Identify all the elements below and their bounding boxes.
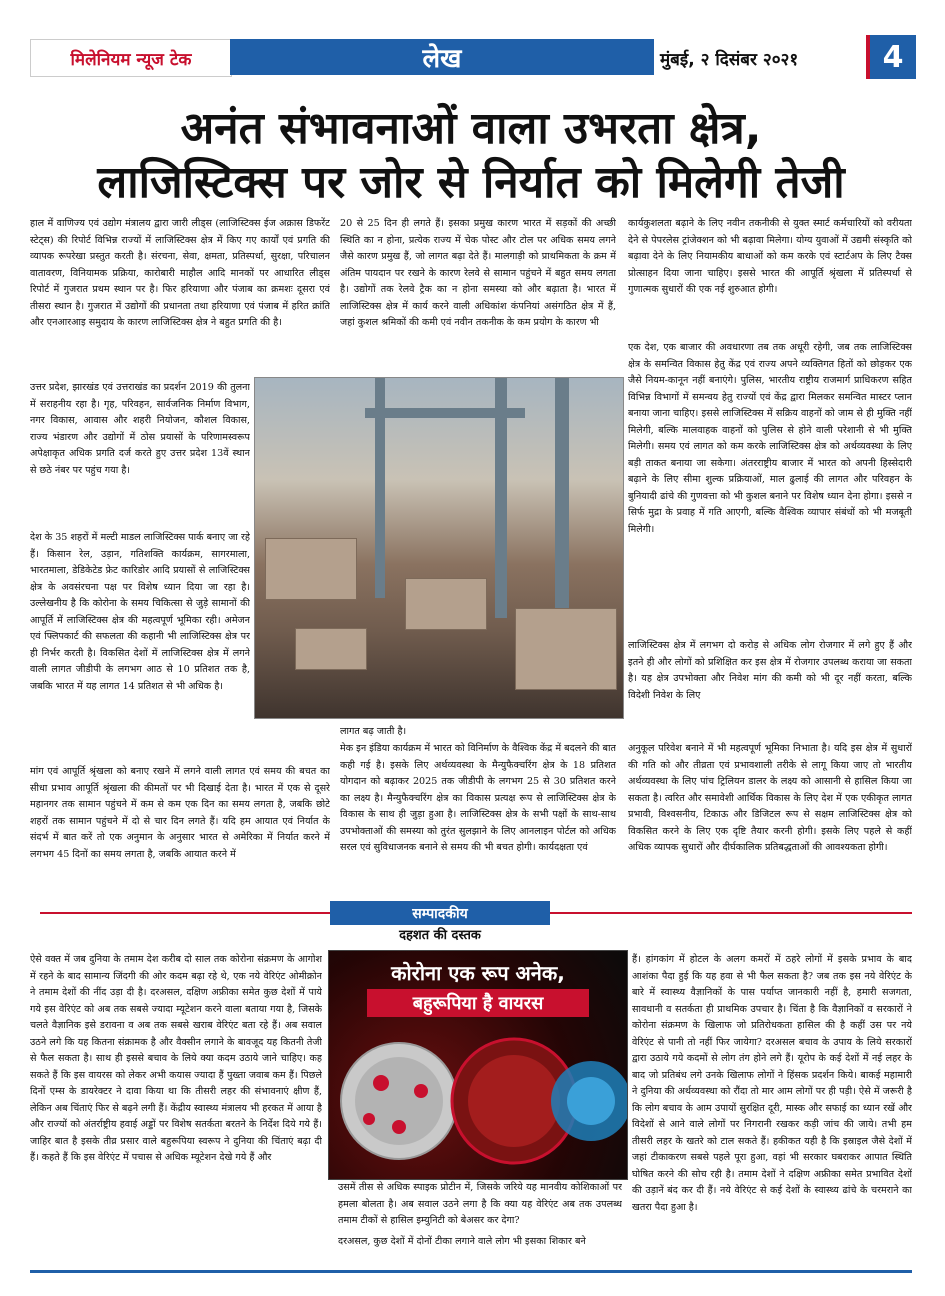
article-col1-top — [30, 216, 330, 376]
crane-leg — [555, 378, 569, 638]
divider-rule — [40, 912, 330, 914]
container-port-photo — [254, 377, 624, 719]
article-col1-bottom — [30, 764, 330, 874]
page-number: 4 — [866, 35, 916, 79]
article-paragraph: हाल में वाणिज्य एवं उद्योग मंत्रालय द्वारा जारी लीड्स (लाजिस्टिक्स ईज अक्रास डिफरेंट स्टेट्स) की रिपोर्ट विभिन्न राज्यों में लाजिस्टिक्स क्षेत्र में किए गए कार्यों एवं प्रगति की व्यापक रूपरेखा प्रस्तुत करती है। संरचना, सेवा, क्षमता, प्रतिस्पर्धा, सुरक्षा, परिचालन वातावरण, विनियामक प्रक्रिया, कारोबारी माहौल आदि मानकों पर आधारित लीड्स रिपोर्ट में गुजरात प्रथम स्थान पर है। फिर हरियाणा और पंजाब का क्रमशः दूसरा एवं तीसरा स्थान है। गुजरात में उद्योगों की प्रधानता तथा हरियाणा एवं पंजाब में हरित क्रांति और एनआरआइ समुदाय के कारण लाजिस्टिक्स क्षेत्र ने बहुत प्रगति की है। — [30, 218, 330, 328]
article-paragraph: एक देश, एक बाजार की अवधारणा तब तक अधूरी रहेगी, जब तक लाजिस्टिक्स क्षेत्र के समन्वित विकास हेतु केंद्र एवं राज्य अपने व्यक्तिगत हितों को छोड़कर एक जैसे नियम-कानून नहीं बनाएंगे। पुलिस, भारतीय राष्ट्रीय राजमार्ग प्राधिकरण सहित विभिन्न विभागों में समन्वय हेतु राज्यों एवं केंद्र द्वारा मिलकर समन्वित मास्टर प्लान बनाया जाना चाहिए। इससे लाजिस्टिक्स में सक्रिय वाहनों को जाम से ही मुक्ति नहीं मिलेगी, बल्कि मालवाहक वाहनों को पुलिस से होने वाली परेशानी से भी मुक्ति मिलेगी। समय एवं लागत को कम करके लाजिस्टिक्स क्षेत्र को अर्थव्यवस्था के लिए बड़ी ताकत बनाया जा सकेगा। अंतरराष्ट्रीय बाजार में भारत को अपनी हिस्सेदारी बढ़ाने के लिए सीमा शुल्क प्रक्रियाओं, माल ढुलाई की लागत और परिवहन के बुनियादी ढांचे की गुणवत्ता को भी कुशल बनाने पर विशेष ध्यान देना होगा। इससे न सिर्फ मुद्रा के प्रवाह में गति आएगी, बल्कि वैश्विक व्यापार संबंधों को भी मजबूती मिलेगी। — [628, 342, 912, 535]
headline-line-2: लाजिस्टिक्स पर जोर से निर्यात को मिलेगी तेजी — [97, 157, 845, 208]
article-col1-mid — [30, 380, 250, 530]
issue-date: मुंबई, २ दिसंबर २०२१ — [660, 49, 799, 70]
image-title-line-2: बहुरूपिया है वायरस — [367, 989, 589, 1017]
editorial-col-mid2 — [338, 1234, 622, 1254]
paper-name: मिलेनियम न्यूज टेक — [30, 39, 232, 77]
headline-line-1: अनंत संभावनाओं वाला उभरता क्षेत्र, — [180, 103, 762, 154]
masthead — [30, 35, 912, 79]
virus-graphic — [329, 951, 627, 1179]
article-paragraph: अनुकूल परिवेश बनाने में भी महत्वपूर्ण भूमिका निभाता है। यदि इस क्षेत्र में सुधारों की गति को और तीव्रता एवं प्रभावशाली तरीके से लागू किया जाए तो भारतीय अर्थव्यवस्था के लिए पांच ट्रिलियन डालर के लक्ष्य को आसानी से हासिल किया जा सकता है। त्वरित और समावेशी आर्थिक विकास के लिए देश में एक एकीकृत लागत प्रभावी, विश्वसनीय, टिकाऊ और डिजिटल रूप से सक्षम लाजिस्टिक्स क्षेत्र को विकसित करने के लिए एक दृष्टि तैयार करनी होगी। इसके लिए पहले से कहीं अधिक व्यापक सुधारों और दीर्घकालिक प्रतिबद्धताओं की आवश्यकता होगी। — [628, 743, 912, 853]
article-col3-top — [628, 216, 912, 346]
editorial-col-right — [632, 952, 912, 1252]
container-stack — [265, 538, 357, 600]
editorial-title: दहशत की दस्तक — [399, 928, 481, 943]
coronavirus-illustration — [328, 950, 628, 1180]
image-title-line-1: कोरोना एक रूप अनेक, — [391, 961, 565, 985]
divider-rule — [550, 912, 912, 914]
article-paragraph: मांग एवं आपूर्ति श्रृंखला को बनाए रखने में लगने वाली लागत एवं समय की बचत का सीधा प्रभाव आपूर्ति श्रृंखला की कीमतों पर भी दिखाई देता है। भारत में एक से दूसरे महानगर तक सामान पहुंचने में कम से कम एक दिन का समय लगता है, जबकि छोटे शहरों तक सामान पहुंचने में दो से चार दिन लगते हैं। यदि हम आयात एवं निर्यात के संदर्भ में बात करें तो एक अनुमान के अनुसार भारत से अमेरिका में निर्यात करने में लगभग 45 दिनों का समय लगता है, जबकि आयात करने में — [30, 766, 330, 860]
article-paragraph: लागत बढ़ जाती है। — [340, 726, 407, 737]
editorial-paragraph: दरअसल, कुछ देशों में दोनों टीका लगाने वाले लोग भी इसका शिकार बने — [338, 1236, 586, 1247]
editorial-col-mid — [338, 1180, 622, 1230]
editorial-col-left — [30, 952, 322, 1252]
article-col2-top — [340, 216, 616, 376]
article-col3-mid — [628, 340, 912, 650]
container-stack — [295, 628, 367, 670]
section-label: लेख — [230, 39, 654, 75]
article-paragraph: उत्तर प्रदेश, झारखंड एवं उत्तराखंड का प्रदर्शन 2019 की तुलना में सराहनीय रहा है। गृह, परिवहन, सार्वजनिक निर्माण विभाग, नगर विकास, आवास और शहरी नियोजन, कौशल विकास, राज्य भंडारण और उद्योगों में ठोस प्रयासों के परिणामस्वरूप अपेक्षाकृत अधिक प्रगति दर्ज करते हुए उत्तर प्रदेश 13वें स्थान से छठे नंबर पर पहुंच गया है। — [30, 382, 250, 476]
editorial-label: सम्पादकीय — [330, 901, 550, 925]
article-col3-low — [628, 638, 912, 738]
editorial-paragraph: ऐसे वक्त में जब दुनिया के तमाम देश करीब दो साल तक कोरोना संक्रमण के आगोश में रहने के बाद सामान्य जिंदगी की ओर कदम बढ़ा रहे थे, एक नये वेरिएंट ओमीक्रोन ने तमाम देशों की नींद उड़ा दी है। दरअसल, दक्षिण अफ्रीका समेत कुछ देशों में पाये गये इस वेरिएंट को अब तक सबसे ज्यादा म्यूटेशन करने वाला बताया गया है, जिसके चलते वैज्ञानिक इसे डरावना व अब तक सबसे खराब वेरिएंट बता रहे हैं। अब सवाल उठने लगे कि यह कितना संक्रामक है और वैक्सीन लगाने के बावजूद यह कितनी तेजी से फैल सकता है। साथ ही इससे बचाव के लिये क्या कदम उठाये जाने चाहिए। कह सकते हैं कि इस वायरस को लेकर अभी कयास ज्यादा हैं पुख्ता जवाब कम हैं। पिछले दिनों एम्स के डायरेक्टर ने दावा किया था कि तीसरी लहर की संभावनाएं क्षीण हैं, लेकिन अब चिंताएं फिर से बढ़ने लगी हैं। केंद्रीय स्वास्थ्य मंत्रालय भी हरकत में आया है और राज्यों को अंतर्राष्ट्रीय हवाई अड्डों पर विशेष सतर्कता बरतने के निर्देश दिये गये हैं। जाहिर बात है इसके तीव्र प्रसार वाले बहुरूपिया स्वरूप ने दुनिया की चिंताएं बढ़ा दी हैं। कहते हैं कि इस वेरिएंट में पचास से अधिक म्यूटेशन देखे गये हैं और — [30, 954, 322, 1163]
editorial-paragraph: हैं। हांगकांग में होटल के अलग कमरों में ठहरे लोगों में इसके प्रभाव के बाद आशंका पैदा हुई कि यह हवा से भी फैल सकता है? जब तक इस नये वेरिएंट के बारे में स्वास्थ्य वैज्ञानिकों के पास पर्याप्त जानकारी नहीं है, हमारी सजगता, सावधानी व सतर्कता ही प्राथमिक उपचार है। चिंता है कि वैज्ञानिकों व सरकारों ने कोरोना संक्रमण के खिलाफ जो प्रतिरोधकता हासिल की है कहीं उस पर नये वेरिएंट से पानी तो नहीं फिर जायेगा? दरअसल बचाव के उपाय के लिये सरकारों द्वारा उठाये गये कदमों से लोग तंग होने लगे हैं। यूरोप के कई देशों में नई लहर के बाद जो प्रतिबंध लगे उनके खिलाफ लोगों ने हिंसक प्रदर्शन किये। बाकई महामारी ने दुनिया की अर्थव्यवस्था को रौंदा तो मार आम लोगों पर ही पड़ी। ऐसे में जरूरी है कि लोग बचाव के आम उपायों सुरक्षित दूरी, मास्क और सफाई का ध्यान रखें और विदेशों से आने वाले लोगों पर निगरानी रखकर कड़ी जांच की जाये। तभी हम तीसरी लहर के खतरे को टाल सकते हैं। हकीकत यही है कि इस्राइल जैसे देशों में जहां टीकाकरण सबसे पहले पूरा हुआ, वहां भी सरकार घबराकर आपात स्थिति घोषित करने की सोच रही है। तमाम देशों ने दक्षिण अफ्रीका समेत प्रभावित देशों की उड़ानें बंद कर दी हैं। नये वेरिएंट से कई देशों के स्वास्थ्य ढांचे के चरमराने का खतरा पैदा हुआ है। — [632, 954, 912, 1213]
article-paragraph: मेक इन इंडिया कार्यक्रम में भारत को विनिर्माण के वैश्विक केंद्र में बदलने की बात कही गई है। इसके लिए अर्थव्यवस्था के मैन्युफैक्चरिंग क्षेत्र के 18 प्रतिशत योगदान को बढ़ाकर 2025 तक जीडीपी के लगभग 25 से 30 प्रतिशत करने का लक्ष्य है। मैन्युफैक्चरिंग क्षेत्र का विकास प्रत्यक्ष रूप से लाजिस्टिक्स क्षेत्र के विकास के साथ ही जुड़ा हुआ है। लाजिस्टिक्स क्षेत्र के सभी पक्षों के साथ-साथ उपभोक्ताओं की समस्या को तुरंत सुलझाने के लिए आनलाइन पोर्टल को अधिक सरल एवं सुविधाजनक बनाने से समय की भी बचत होगी। कार्यदक्षता एवं — [340, 743, 616, 853]
article-col2-bottom1 — [340, 724, 616, 740]
container-stack — [515, 608, 617, 690]
article-paragraph: 20 से 25 दिन ही लगते हैं। इसका प्रमुख कारण भारत में सड़कों की अच्छी स्थिति का न होना, प्रत्येक राज्य में चेक पोस्ट और टोल पर अधिक समय लगने जैसे कारण प्रमुख हैं, जो लागत बढ़ा देते हैं। मालगाड़ी को प्राथमिकता के क्रम में अंतिम पायदान पर रखने के कारण रेलवे से सामान पहुंचने में बहुत समय लगता है। उद्योगों तक रेलवे ट्रैक का न होना समस्या को और बढ़ाता है। भारत में लाजिस्टिक्स क्षेत्र में कार्य करने वाली अधिकांश कंपनियां असंगठित क्षेत्र में हैं, जहां कुशल श्रमिकों की कमी एवं नवीन तकनीक के कम प्रयोग के कारण भी — [340, 218, 616, 328]
article-paragraph: लाजिस्टिक्स क्षेत्र में लगभग दो करोड़ से अधिक लोग रोजगार में लगे हुए हैं और इतने ही और लोगों को प्रशिक्षित कर इस क्षेत्र में रोजगार उपलब्ध कराया जा सकता है। यह क्षेत्र उपभोक्ता और निवेश मांग की कमी को भी दूर नहीं करता, बल्कि विदेशी निवेश के लिए — [628, 640, 912, 701]
article-col1-low — [30, 530, 250, 760]
editorial-paragraph: उसमें तीस से अधिक स्पाइक प्रोटीन में, जिसके जरिये यह मानवीय कोशिकाओं पर हमला बोलता है। अब सवाल उठने लगा है कि क्या यह वेरिएंट अब तक उपलब्ध तमाम टीकों से हासिल इम्युनिटी को बेअसर कर देगा? — [338, 1182, 622, 1226]
article-col3-bottom — [628, 741, 912, 861]
article-col2-bottom2 — [340, 741, 616, 865]
crane-beam — [365, 408, 525, 418]
container-stack — [405, 578, 487, 630]
bottom-rule — [30, 1270, 912, 1273]
article-paragraph: कार्यकुशलता बढ़ाने के लिए नवीन तकनीकी से युक्त स्मार्ट कर्मचारियों को वरीयता देने से पेपरलेस ट्रांजेक्शन को भी बढ़ावा मिलेगा। योग्य युवाओं में उद्यमी संस्कृति को बढ़ावा देने के लिए नियामकीय बाधाओं को कम करके एवं स्टार्टअप के लिए टैक्स प्रोत्साहन दिया जाना चाहिए। इससे भारत की आपूर्ति श्रृंखला में प्रतिस्पर्धा से गुणात्मक सुधारों की एक नई शुरुआत होगी। — [628, 218, 912, 295]
article-paragraph: देश के 35 शहरों में मल्टी माडल लाजिस्टिक्स पार्क बनाए जा रहे हैं। किसान रेल, उड़ान, गतिशक्ति कार्यक्रम, सागरमाला, भारतमाला, डेडिकेटेड फ्रेट कारिडोर आदि प्रयासों से लाजिस्टिक्स क्षेत्र के अवसंरचना पक्ष पर विशेष ध्यान दिया जा रहा है। उल्लेखनीय है कि कोरोना के समय चिकित्सा से जुड़े सामानों की आपूर्ति में लाजिस्टिक्स क्षेत्र की महत्वपूर्ण भूमिका रही। अमेजन एवं फ्लिपकार्ट की सफलता की कहानी भी लाजिस्टिक्स क्षेत्र पर ही निर्भर करती है। विकसित देशों में लाजिस्टिक्स क्षेत्र में लगने वाली लागत जीडीपी के लगभग आठ से 10 प्रतिशत तक है, जबकि भारत में यह लागत 14 प्रतिशत से भी अधिक है। — [30, 532, 250, 692]
